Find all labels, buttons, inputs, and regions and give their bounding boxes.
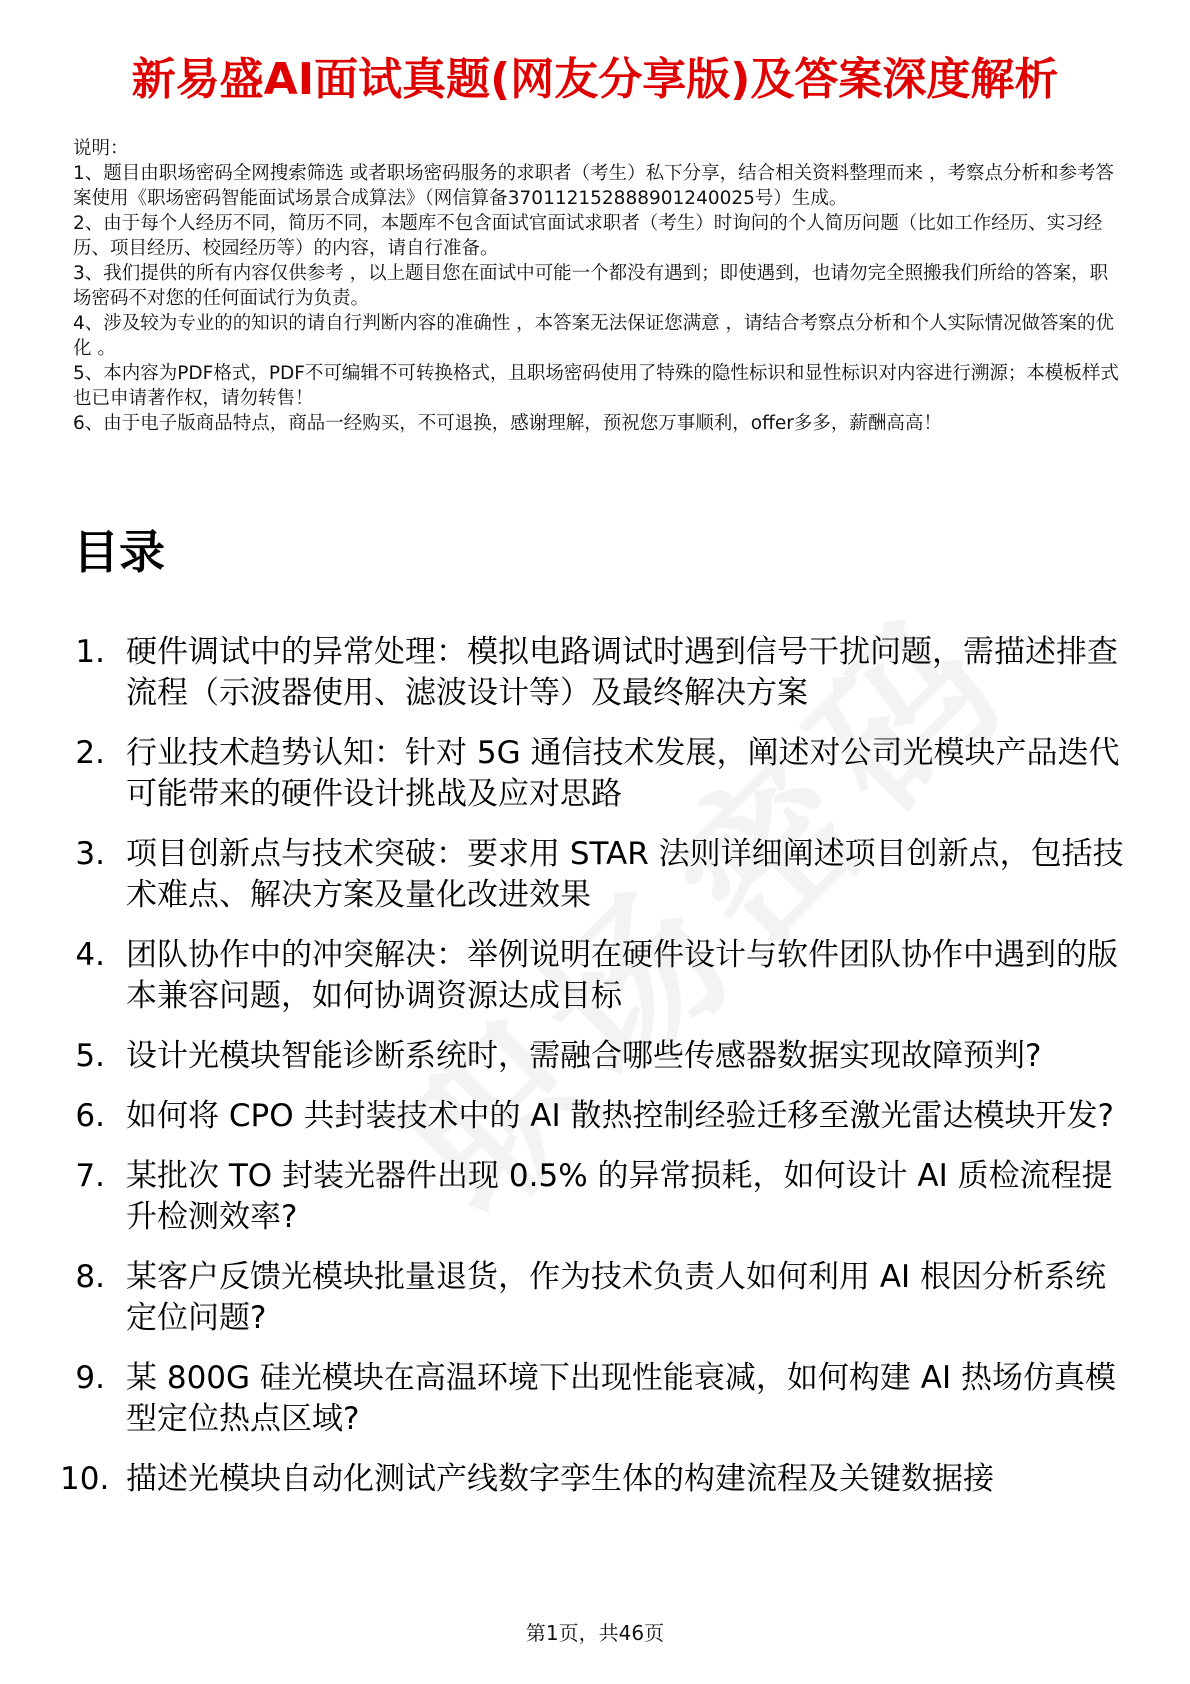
note-item: 6、由于电子版商品特点，商品一经购买，不可退换，感谢理解，预祝您万事顺利，offer多多，薪酬高高！: [73, 413, 942, 434]
toc-item[interactable]: [60, 1257, 1130, 1339]
toc-item[interactable]: [60, 632, 1130, 714]
toc-item[interactable]: [60, 1156, 1130, 1238]
toc-item-text: 某批次 TO 封装光器件出现 0.5% 的异常损耗，如何设计 AI 质检流程提升检测效率?: [126, 1158, 1113, 1235]
note-item: 4、涉及较为专业的的知识的请自行判断内容的准确性 ，本答案无法保证您满意 ，请结合考察点分析和个人实际情况做答案的优化 。: [73, 313, 1115, 359]
toc-item-number: 4.: [75, 937, 105, 973]
toc-item-number: 6.: [75, 1098, 105, 1134]
toc-item-number: 9.: [75, 1360, 105, 1396]
toc-item[interactable]: [60, 1036, 1130, 1077]
notes-header: 说明：: [73, 138, 129, 159]
toc-item[interactable]: [60, 1459, 1130, 1500]
toc-item-text: 某客户反馈光模块批量退货，作为技术负责人如何利用 AI 根因分析系统定位问题?: [126, 1259, 1107, 1336]
table-of-contents: [60, 632, 1130, 1519]
toc-item-text: 描述光模块自动化测试产线数字孪生体的构建流程及关键数据接: [126, 1461, 994, 1497]
toc-item-text: 如何将 CPO 共封装技术中的 AI 散热控制经验迁移至激光雷达模块开发?: [126, 1098, 1114, 1134]
document-title: 新易盛AI面试真题(网友分享版)及答案深度解析: [131, 54, 1059, 105]
toc-item-number: 2.: [75, 735, 105, 771]
toc-item[interactable]: [60, 733, 1130, 815]
toc-item-text: 项目创新点与技术突破：要求用 STAR 法则详细阐述项目创新点，包括技术难点、解决方案及量化改进效果: [126, 836, 1124, 913]
toc-item-text: 行业技术趋势认知：针对 5G 通信技术发展，阐述对公司光模块产品迭代可能带来的硬件设计挑战及应对思路: [126, 735, 1120, 812]
toc-item[interactable]: [60, 935, 1130, 1017]
page-footer: 第1页，共46页: [525, 1621, 665, 1645]
toc-item-number: 7.: [75, 1158, 105, 1194]
note-item: 5、本内容为PDF格式，PDF不可编辑不可转换格式，且职场密码使用了特殊的隐性标识和显性标识对内容进行溯源；本模板样式也已申请著作权，请勿转售！: [73, 363, 1119, 409]
toc-item[interactable]: [60, 1096, 1130, 1137]
toc-item[interactable]: [60, 1358, 1130, 1440]
toc-item-number: 8.: [75, 1259, 105, 1295]
toc-item[interactable]: [60, 834, 1130, 916]
toc-heading: 目录: [73, 525, 165, 579]
notes-section: [73, 136, 1123, 436]
toc-item-text: 设计光模块智能诊断系统时，需融合哪些传感器数据实现故障预判?: [126, 1038, 1042, 1074]
toc-item-text: 团队协作中的冲突解决：举例说明在硬件设计与软件团队协作中遇到的版本兼容问题，如何协调资源达成目标: [126, 937, 1118, 1014]
note-item: 1、题目由职场密码全网搜索筛选 或者职场密码服务的求职者（考生）私下分享，结合相关资料整理而来 ，考察点分析和参考答案使用《职场密码智能面试场景合成算法》（网信算备370112152888901240025号）生成。: [73, 163, 1115, 209]
toc-item-number: 5.: [75, 1038, 105, 1074]
note-item: 2、由于每个人经历不同，简历不同，本题库不包含面试官面试求职者（考生）时询问的个人简历问题（比如工作经历、实习经历、项目经历、校园经历等）的内容，请自行准备。: [73, 213, 1103, 259]
note-item: 3、我们提供的所有内容仅供参考 ，以上题目您在面试中可能一个都没有遇到；即使遇到，也请勿完全照搬我们所给的答案，职场密码不对您的任何面试行为负责。: [73, 263, 1109, 309]
toc-item-text: 硬件调试中的异常处理：模拟电路调试时遇到信号干扰问题，需描述排查流程（示波器使用、滤波设计等）及最终解决方案: [126, 634, 1118, 711]
toc-item-text: 某 800G 硅光模块在高温环境下出现性能衰减，如何构建 AI 热场仿真模型定位热点区域?: [126, 1360, 1116, 1437]
toc-item-number: 1.: [75, 634, 105, 670]
toc-item-number: 10.: [60, 1461, 110, 1497]
toc-item-number: 3.: [75, 836, 105, 872]
